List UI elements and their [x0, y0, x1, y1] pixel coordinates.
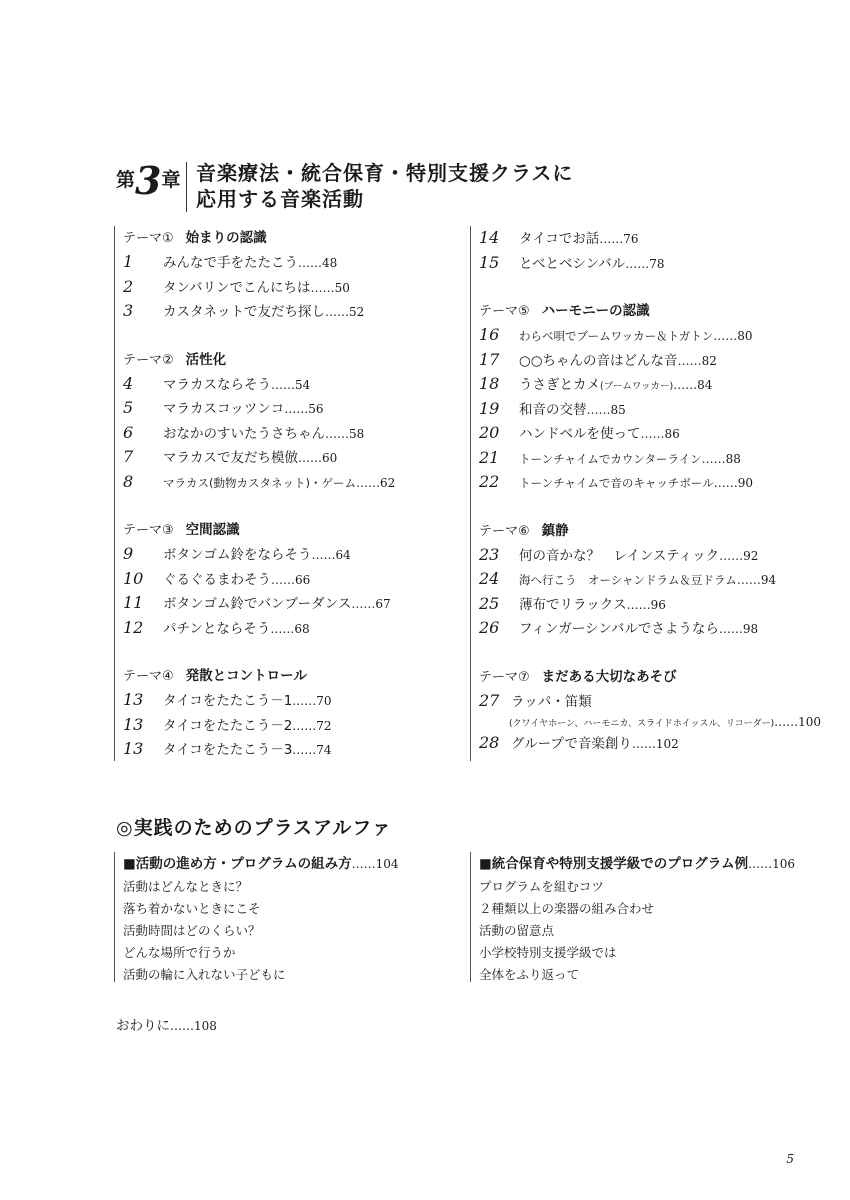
- entry-title: フィンガーシンバルでさようなら: [519, 621, 719, 637]
- entry-number: 8: [123, 471, 134, 491]
- entry-title: トーンチャイムでカウンターライン: [519, 451, 702, 466]
- entry-title: タイコをたたこう－2: [163, 717, 293, 734]
- entry-page: ……84: [673, 378, 713, 392]
- toc-entry[interactable]: [479, 323, 809, 348]
- chapter-divider: [186, 162, 187, 212]
- entry-title: カスタネットで友だち探し: [163, 304, 325, 320]
- entry-title: ○○ちゃんの音はどんな音: [519, 352, 678, 369]
- entry-number: 7: [123, 447, 134, 466]
- toc-entry[interactable]: [123, 616, 463, 641]
- plus-alpha-right: [470, 852, 809, 982]
- entry-title: うさぎとカメ: [519, 377, 600, 393]
- toc-entry[interactable]: [123, 713, 463, 738]
- toc-entry[interactable]: [123, 250, 463, 275]
- entry-page: ……52: [325, 305, 365, 319]
- plus-alpha-item: どんな場所で行うか: [123, 945, 236, 960]
- plus-alpha-item: 落ち着かないときにこそ: [123, 901, 261, 916]
- plus-alpha-heading-text: ■統合保育や特別支援学級でのプログラム例: [479, 856, 749, 872]
- toc-entry[interactable]: [479, 689, 809, 714]
- entry-title: 薄布でリラックス: [519, 596, 627, 613]
- entry-page: ……74: [292, 743, 332, 757]
- entry-page: ……85: [586, 402, 626, 417]
- entry-number: 4: [123, 373, 134, 393]
- chapter-number: [116, 158, 184, 203]
- entry-title: ラッパ・笛類: [511, 693, 592, 710]
- toc-entry[interactable]: [123, 299, 463, 324]
- plus-alpha-item: 小学校特別支援学級では: [479, 945, 617, 960]
- theme-tag: テーマ⑤: [479, 304, 530, 319]
- entry-page: ……50: [310, 280, 350, 295]
- toc-entry[interactable]: [479, 592, 809, 617]
- toc-entry[interactable]: [479, 543, 809, 568]
- theme-tag: テーマ⑥: [479, 523, 530, 539]
- chapter-title-line-2: 応用する音楽活動: [196, 187, 364, 211]
- toc-entry[interactable]: [123, 542, 463, 567]
- chapter-number-digit: 3: [135, 158, 162, 203]
- plus-alpha-item: 活動時間はどのくらい？: [123, 923, 261, 938]
- toc-entry[interactable]: [479, 348, 809, 373]
- entry-page: ……56: [284, 402, 324, 416]
- theme-name: 発散とコントロール: [185, 668, 307, 684]
- entry-page: ……92: [719, 548, 759, 563]
- chapter-kanji-before: 第: [116, 169, 136, 191]
- entry-page: ……90: [713, 476, 753, 490]
- entry-page: ……88: [701, 451, 741, 466]
- entry-number: 13: [123, 739, 144, 758]
- entry-page: ……67: [351, 597, 391, 611]
- toc-entry[interactable]: [479, 372, 809, 397]
- entry-number: 10: [123, 568, 144, 588]
- toc-entry[interactable]: [479, 226, 809, 251]
- entry-number: 28: [479, 733, 500, 752]
- entry-page: ……48: [298, 256, 338, 270]
- toc-column-left: [114, 226, 463, 761]
- plus-alpha-item: 全体をふり返って: [479, 967, 580, 982]
- entry-title: ぐるぐるまわそう: [163, 571, 271, 588]
- entry-note: (クワイヤホーン、ハーモニカ、スライドホイッスル、リコーダー): [509, 719, 775, 729]
- entry-page: ……102: [631, 737, 679, 751]
- toc-entry[interactable]: [479, 616, 809, 641]
- toc-entry[interactable]: [123, 567, 463, 592]
- entry-page: ……68: [270, 621, 310, 636]
- entry-note: (ブームワッカー): [600, 381, 674, 392]
- entry-page: ……70: [292, 694, 332, 708]
- toc-entry[interactable]: [479, 446, 809, 471]
- toc-entry[interactable]: [479, 397, 809, 422]
- entry-title: タイコをたたこう－1: [163, 693, 293, 709]
- toc-entry[interactable]: [479, 421, 809, 446]
- entry-number: 25: [479, 593, 500, 613]
- entry-page: ……76: [599, 232, 639, 246]
- entry-page: ……96: [626, 597, 666, 612]
- entry-number: 6: [123, 422, 134, 442]
- entry-page: ……54: [271, 377, 311, 392]
- plus-alpha-item: 活動の輪に入れない子どもに: [123, 967, 286, 982]
- plus-alpha-page: ……104: [351, 857, 399, 871]
- theme-heading: [479, 519, 809, 543]
- toc-entry[interactable]: [479, 470, 809, 495]
- toc-column-right: [470, 226, 822, 761]
- entry-number: 16: [479, 325, 500, 344]
- plus-alpha-page: ……106: [748, 857, 796, 871]
- toc-entry[interactable]: [479, 251, 809, 276]
- entry-number: 13: [123, 690, 144, 709]
- entry-number: 21: [479, 447, 500, 467]
- entry-number: 14: [479, 228, 500, 247]
- entry-page: ……60: [298, 451, 338, 465]
- plus-alpha-item: プログラムを組むコツ: [479, 879, 604, 894]
- entry-number: 13: [123, 714, 144, 734]
- toc-entry[interactable]: [123, 421, 463, 446]
- theme-heading: [479, 665, 809, 689]
- entry-page: ……82: [677, 353, 717, 368]
- entry-title: 何の音かな？ レインスティック: [519, 547, 720, 564]
- toc-entry[interactable]: [123, 275, 463, 300]
- entry-number: 22: [479, 472, 500, 491]
- toc-entry[interactable]: [123, 737, 463, 762]
- entry-number: 1: [123, 252, 134, 271]
- closing-page: ……108: [170, 1019, 217, 1033]
- entry-number: 26: [479, 618, 500, 637]
- toc-entry[interactable]: [479, 567, 809, 592]
- entry-page: ……78: [625, 256, 665, 271]
- theme-name: 始まりの認識: [185, 230, 267, 246]
- toc-entry[interactable]: [123, 688, 463, 713]
- theme-name: 鎮静: [541, 522, 569, 539]
- entry-title: ハンドベルを使って: [519, 426, 641, 442]
- toc-entry[interactable]: [123, 445, 463, 470]
- entry-title: マラカスで友だち模倣: [163, 450, 298, 466]
- entry-title: パチンとならそう: [163, 620, 271, 637]
- entry-number: 20: [479, 423, 500, 442]
- entry-title: マラカス(動物カスタネット)・ゲーム: [163, 475, 356, 490]
- theme-tag: テーマ②: [123, 352, 174, 368]
- theme-name: 空間認識: [185, 522, 240, 538]
- entry-number: 15: [479, 252, 500, 272]
- entry-number: 18: [479, 374, 500, 393]
- entry-title: タイコでお話: [519, 231, 600, 247]
- entry-number: 3: [123, 301, 134, 320]
- entry-title: ボタンゴム鈴でバンブーダンス: [163, 596, 352, 612]
- entry-page: ……64: [311, 548, 351, 562]
- theme-tag: テーマ④: [123, 669, 174, 684]
- toc-entry[interactable]: [479, 731, 809, 756]
- entry-number: 17: [479, 349, 500, 369]
- chapter-title: [196, 160, 656, 212]
- toc-entry[interactable]: [123, 396, 463, 421]
- entry-number: 11: [123, 593, 144, 612]
- toc-entry[interactable]: [123, 470, 463, 495]
- theme-tag: テーマ⑦: [479, 669, 530, 685]
- page-number: 5: [786, 1152, 794, 1166]
- theme-tag: テーマ③: [123, 523, 174, 538]
- entry-number: 12: [123, 617, 144, 637]
- plus-alpha-heading[interactable]: [123, 852, 463, 876]
- plus-alpha-item: 活動はどんなときに？: [123, 879, 249, 894]
- entry-title: みんなで手をたたこう: [163, 255, 298, 271]
- entry-number: 24: [479, 569, 500, 588]
- entry-title: ボタンゴム鈴をならそう: [163, 547, 312, 563]
- toc-entry[interactable]: [123, 372, 463, 397]
- entry-title: グループで音楽創り: [511, 736, 632, 752]
- theme-heading: [123, 664, 463, 688]
- entry-title: タンバリンでこんにちは: [163, 279, 311, 296]
- plus-alpha-heading[interactable]: [479, 852, 809, 876]
- entry-title: 海へ行こう オーシャンドラム＆豆ドラム: [519, 573, 737, 587]
- theme-heading: [123, 348, 463, 372]
- entry-page: ……62: [355, 475, 396, 490]
- theme-heading: [479, 299, 809, 323]
- entry-number: 23: [479, 544, 500, 564]
- entry-page: ……66: [271, 572, 311, 587]
- entry-title: トーンチャイムで音のキャッチボール: [519, 476, 714, 490]
- entry-page: ……72: [292, 718, 332, 733]
- entry-number: 2: [123, 276, 134, 296]
- theme-heading: [123, 226, 463, 250]
- plus-alpha-heading-text: ■活動の進め方・プログラムの組み方: [123, 856, 352, 872]
- closing-entry[interactable]: [116, 1014, 217, 1034]
- entry-page: ……86: [640, 427, 680, 441]
- plus-alpha-title: ◎実践のためのプラスアルファ: [116, 817, 392, 839]
- toc-entry[interactable]: [123, 591, 463, 616]
- entry-title: おなかのすいたうさちゃん: [163, 425, 325, 442]
- closing-title: おわりに: [116, 1018, 170, 1034]
- plus-alpha-item: 活動の留意点: [479, 923, 555, 938]
- theme-heading: [123, 518, 463, 542]
- entry-title: マラカスコッツンコ: [163, 401, 285, 417]
- entry-title: とべとベシンバル: [519, 255, 626, 272]
- plus-alpha-item: ２種類以上の楽器の組み合わせ: [479, 901, 655, 916]
- entry-title: わらべ唄でブームワッカー＆トガトン: [519, 329, 714, 343]
- theme-name: ハーモニーの認識: [541, 303, 650, 319]
- chapter-title-line-1: 音楽療法・統合保育・特別支援クラスに: [196, 161, 574, 185]
- entry-number: 5: [123, 398, 134, 417]
- entry-number: 9: [123, 544, 134, 563]
- entry-number: 19: [479, 398, 500, 418]
- entry-page: ……80: [713, 329, 753, 343]
- entry-page: ……98: [718, 622, 759, 636]
- theme-name: まだある大切なあそび: [541, 668, 677, 685]
- entry-note-line: [479, 713, 822, 731]
- entry-number: 27: [479, 690, 500, 710]
- entry-page: ……58: [325, 426, 365, 441]
- theme-tag: テーマ①: [123, 231, 174, 246]
- entry-page: ……100: [774, 715, 822, 729]
- entry-title: タイコをたたこう－3: [163, 742, 293, 758]
- chapter-kanji-after: 章: [161, 169, 181, 191]
- theme-name: 活性化: [185, 351, 227, 368]
- entry-page: ……94: [736, 573, 777, 587]
- plus-alpha-left: [114, 852, 463, 982]
- entry-title: マラカスならそう: [163, 376, 271, 393]
- entry-title: 和音の交替: [519, 401, 587, 418]
